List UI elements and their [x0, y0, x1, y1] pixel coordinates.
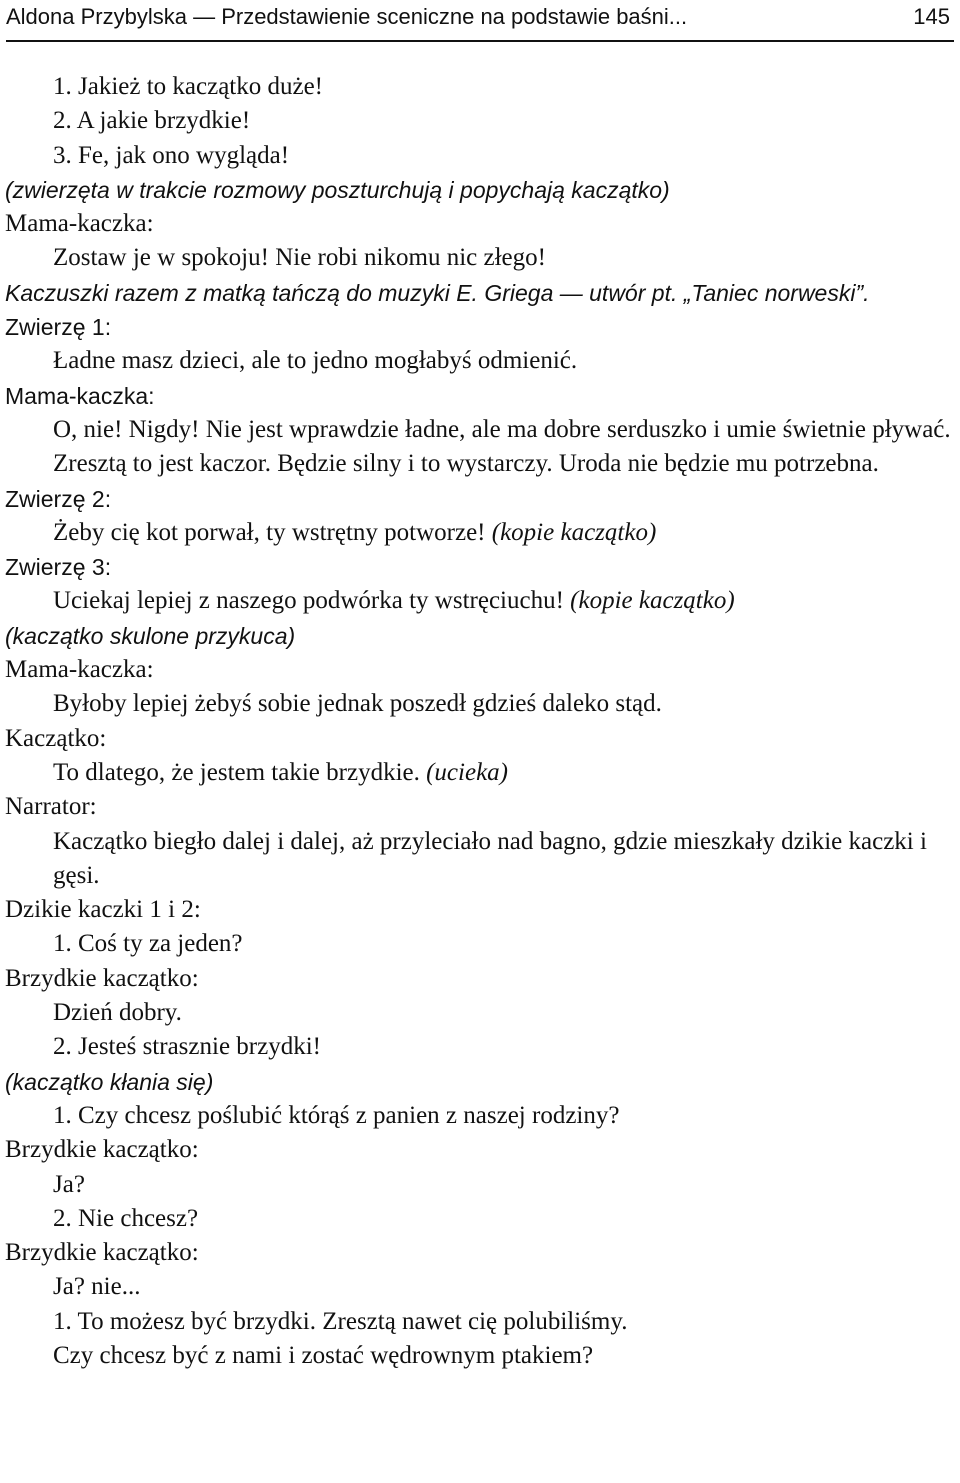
- stage-direction: (kaczątko skulone przykuca): [5, 622, 296, 649]
- dialogue-line: 1. To możesz być brzydki. Zresztą nawet cię polubiliśmy.: [53, 1307, 628, 1335]
- speaker-name: Zwierzę 1:: [5, 314, 112, 341]
- running-header: [6, 0, 954, 42]
- speaker-name: Kaczątko:: [5, 724, 107, 752]
- dialogue-line: Dzień dobry.: [53, 999, 182, 1027]
- page-number: 145: [913, 4, 950, 29]
- dialogue-line: Zostaw je w spokoju! Nie robi nikomu nic złego!: [53, 244, 546, 272]
- stage-direction: (kaczątko kłania się): [5, 1068, 214, 1095]
- dialogue-line: 2. A jakie brzydkie!: [53, 107, 251, 135]
- speaker-name: Brzydkie kaczątko:: [5, 1239, 199, 1267]
- dialogue-text: Żeby cię kot porwał, ty wstrętny potworze!: [53, 518, 486, 546]
- dialogue-line: Czy chcesz być z nami i zostać wędrownym ptakiem?: [53, 1341, 594, 1369]
- dialogue-line: Ja? nie...: [53, 1273, 141, 1301]
- dialogue-text: Uciekaj lepiej z naszego podwórka ty wstręciuchu!: [53, 587, 564, 615]
- dialogue-line: 3. Fe, jak ono wygląda!: [53, 141, 290, 169]
- speaker-name: Mama-kaczka:: [5, 382, 155, 409]
- speaker-name: Mama-kaczka:: [5, 210, 154, 238]
- speaker-name: Zwierzę 2:: [5, 485, 112, 512]
- dialogue-line: Ja?: [53, 1170, 85, 1198]
- stage-direction: (zwierzęta w trakcie rozmowy poszturchują i popychają kaczątko): [5, 176, 670, 203]
- stage-direction: Kaczuszki razem z matką tańczą do muzyki E. Griega — utwór pt. „Taniec norweski”.: [5, 279, 870, 306]
- stage-direction: (kopie kaczątko): [570, 587, 735, 615]
- dialogue-line: 1. Czy chcesz poślubić którąś z panien z naszej rodziny?: [53, 1101, 620, 1129]
- dialogue-line: [5, 516, 955, 550]
- running-title: Aldona Przybylska — Przedstawienie sceniczne na podstawie baśni...: [6, 4, 688, 29]
- speaker-name: Brzydkie kaczątko:: [5, 1136, 199, 1164]
- dialogue-line: 2. Jesteś strasznie brzydki!: [53, 1033, 321, 1061]
- speaker-name: Zwierzę 3:: [5, 554, 112, 581]
- speaker-name: Narrator:: [5, 793, 97, 821]
- dialogue-line: Kaczątko biegło dalej i dalej, aż przyleciało nad bagno, gdzie mieszkały dzikie kaczki i gęsi.: [53, 827, 927, 889]
- speaker-name: Brzydkie kaczątko:: [5, 964, 199, 992]
- dialogue-line: [5, 756, 955, 790]
- stage-direction: (kopie kaczątko): [491, 518, 657, 546]
- dialogue-line: [5, 584, 955, 618]
- dialogue-text: To dlatego, że jestem takie brzydkie.: [53, 758, 420, 786]
- dialogue-line: 2. Nie chcesz?: [53, 1204, 199, 1232]
- dialogue-line: Byłoby lepiej żebyś sobie jednak poszedł gdzieś daleko stąd.: [53, 690, 662, 718]
- dialogue-line: 1. Coś ty za jeden?: [53, 930, 243, 958]
- play-text: [5, 70, 955, 1373]
- speaker-name: Mama-kaczka:: [5, 656, 154, 684]
- stage-direction: (ucieka): [426, 758, 508, 786]
- dialogue-line: O, nie! Nigdy! Nie jest wprawdzie ładne, ale ma dobre serduszko i umie świetnie pływać. Zresztą to jest kaczor. Będzie silny i to wystarczy. Uroda nie będzie mu potrzebna.: [53, 415, 951, 478]
- dialogue-line: Ładne masz dzieci, ale to jedno mogłabyś odmienić.: [53, 347, 578, 375]
- dialogue-line: 1. Jakież to kaczątko duże!: [53, 73, 324, 100]
- speaker-name: Dzikie kaczki 1 i 2:: [5, 896, 201, 924]
